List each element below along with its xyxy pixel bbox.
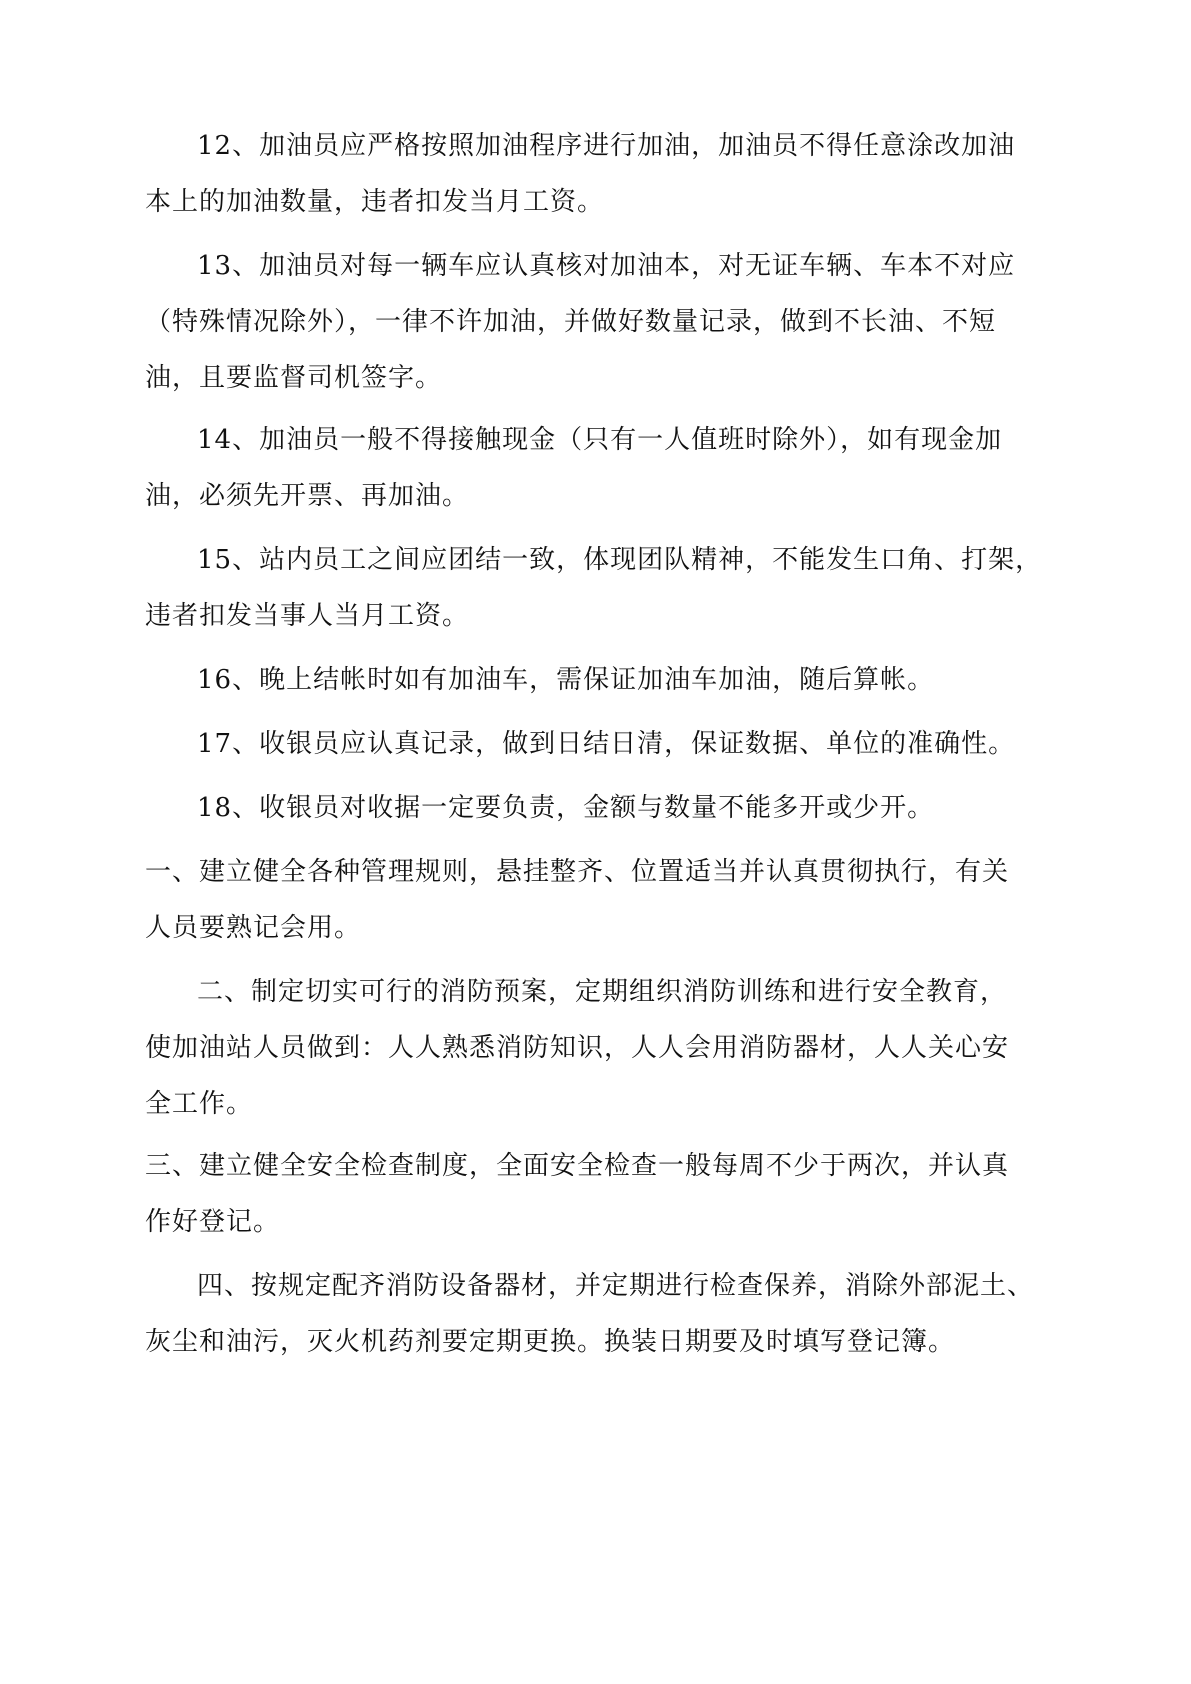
paragraph-line: 油，必须先开票、再加油。: [145, 481, 470, 511]
paragraph-line: 12、加油员应严格按照加油程序进行加油，加油员不得任意涂改加油: [197, 131, 1016, 161]
paragraph-section-4: [145, 1258, 1045, 1370]
paragraph-line: 人员要熟记会用。: [145, 913, 362, 943]
paragraph-line: 二、制定切实可行的消防预案，定期组织消防训练和进行安全教育，: [197, 977, 1008, 1007]
paragraph-line: 灰尘和油污，灭火机药剂要定期更换。换装日期要及时填写登记簿。: [145, 1327, 956, 1357]
paragraph-line: 一、建立健全各种管理规则，悬挂整齐、位置适当并认真贯彻执行，有关: [145, 857, 1010, 887]
paragraph-15: [145, 532, 1045, 644]
paragraph-12: [145, 118, 1045, 230]
paragraph-13: [145, 238, 1045, 406]
paragraph-18: [145, 780, 1045, 836]
paragraph-line: 违者扣发当事人当月工资。: [145, 601, 470, 631]
paragraph-17: [145, 716, 1045, 772]
paragraph-line: 作好登记。: [145, 1207, 281, 1237]
paragraph-line: 三、建立健全安全检查制度，全面安全检查一般每周不少于两次，并认真: [145, 1151, 1010, 1181]
paragraph-section-2: [145, 964, 1045, 1132]
paragraph-line: 13、加油员对每一辆车应认真核对加油本，对无证车辆、车本不对应: [197, 251, 1016, 281]
paragraph-line: 14、加油员一般不得接触现金（只有一人值班时除外），如有现金加: [197, 425, 1003, 455]
paragraph-line: 15、站内员工之间应团结一致，体现团队精神，不能发生口角、打架，: [197, 545, 1043, 575]
paragraph-16: [145, 652, 1045, 708]
paragraph-line: （特殊情况除外），一律不许加油，并做好数量记录，做到不长油、不短: [145, 307, 997, 337]
paragraph-section-1: [145, 844, 1045, 956]
paragraph-line: 四、按规定配齐消防设备器材，并定期进行检查保养，消除外部泥土、: [197, 1271, 1035, 1301]
paragraph-line: 油，且要监督司机签字。: [145, 363, 443, 393]
paragraph-section-3: [145, 1138, 1045, 1250]
paragraph-line: 17、收银员应认真记录，做到日结日清，保证数据、单位的准确性。: [197, 729, 1016, 759]
paragraph-line: 全工作。: [145, 1089, 254, 1119]
paragraph-14: [145, 412, 1045, 524]
paragraph-line: 18、收银员对收据一定要负责，金额与数量不能多开或少开。: [197, 793, 935, 823]
paragraph-line: 16、晚上结帐时如有加油车，需保证加油车加油，随后算帐。: [197, 665, 935, 695]
paragraph-line: 本上的加油数量，违者扣发当月工资。: [145, 187, 605, 217]
paragraph-line: 使加油站人员做到：人人熟悉消防知识，人人会用消防器材，人人关心安: [145, 1033, 1010, 1063]
